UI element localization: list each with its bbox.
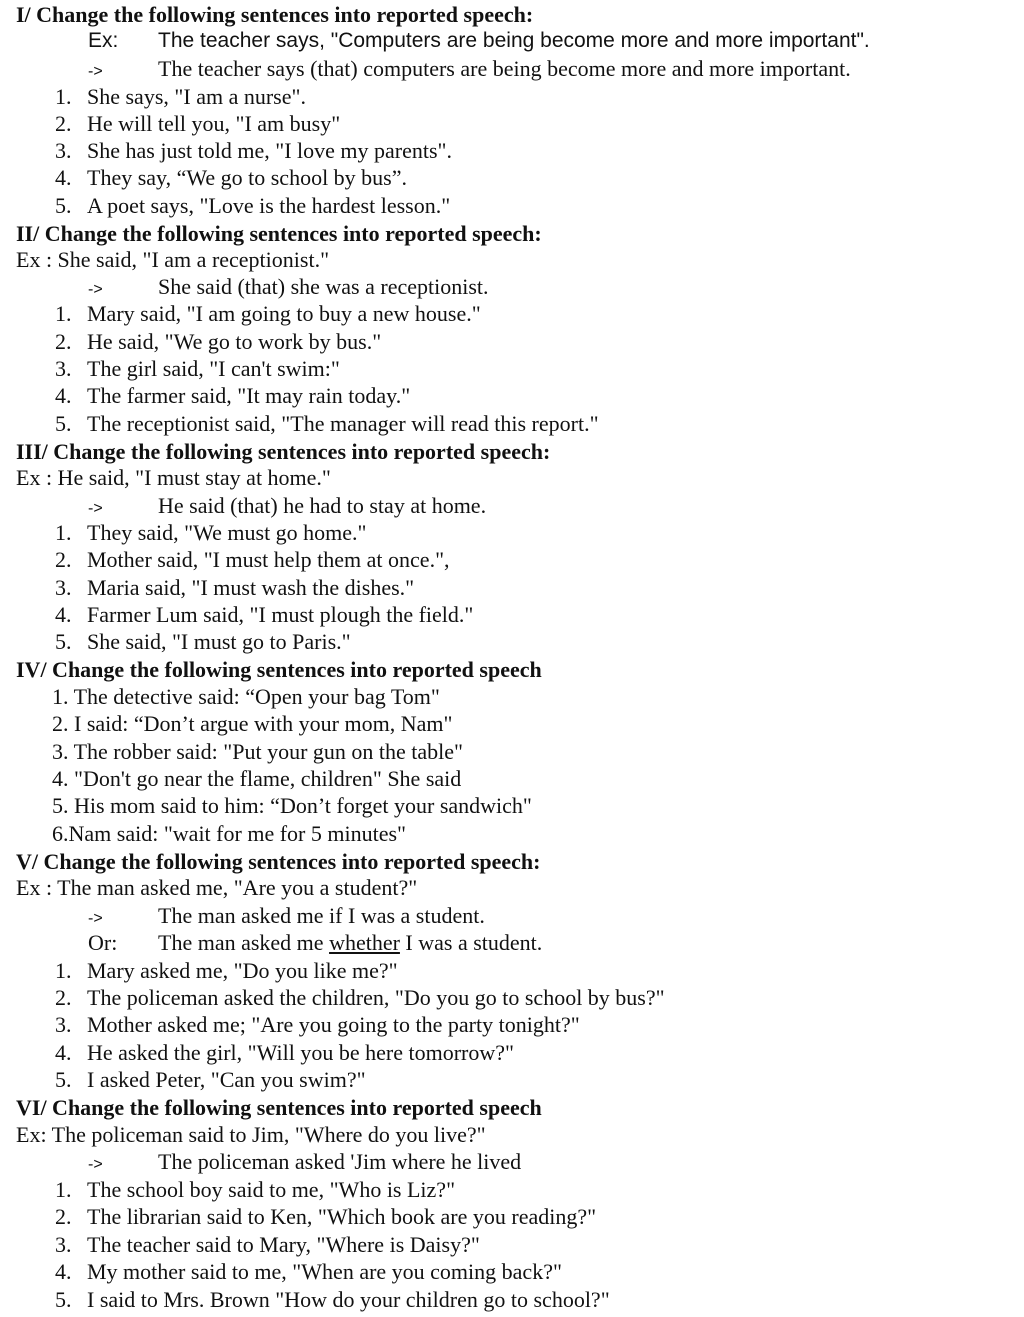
list-item: [55, 574, 414, 601]
item-text: The school boy said to me, "Who is Liz?": [87, 1177, 456, 1202]
item-text: The farmer said, "It may rain today.": [87, 383, 411, 408]
item-number: 4.: [55, 1259, 72, 1284]
list-item: [55, 328, 381, 355]
example-text: Ex : He said, "I must stay at home.": [16, 465, 331, 490]
item-number: 2.: [55, 985, 72, 1010]
item-number: 2.: [55, 111, 72, 136]
item-number: 3.: [55, 356, 72, 381]
example-answer-line: [88, 902, 485, 929]
arrow-marker: ->: [88, 500, 103, 517]
item-number: 3.: [55, 138, 72, 163]
item-text: The receptionist said, "The manager will read this report.": [87, 411, 599, 436]
item-number: 4.: [55, 383, 72, 408]
example-text: Ex : She said, "I am a receptionist.": [16, 247, 330, 272]
item-text: Mary asked me, "Do you like me?": [87, 958, 398, 983]
section-heading: III/ Change the following sentences into reported speech:: [16, 439, 551, 464]
list-item: 3. The robber said: "Put your gun on the table": [52, 739, 464, 764]
example-line: [88, 27, 870, 54]
example-answer-line: [88, 55, 851, 82]
list-item: [55, 601, 473, 628]
list-item: [55, 1258, 562, 1285]
item-text: A poet says, "Love is the hardest lesson.": [87, 193, 451, 218]
arrow-marker: ->: [88, 1156, 103, 1173]
list-item: 1. The detective said: “Open your bag Tom": [52, 684, 440, 709]
item-number: 3.: [55, 1012, 72, 1037]
item-text: He asked the girl, "Will you be here tomorrow?": [87, 1040, 515, 1065]
list-item: [55, 1066, 366, 1093]
list-item: [55, 957, 398, 984]
item-text: The girl said, "I can't swim:": [87, 356, 340, 381]
list-item: [55, 628, 351, 655]
list-item: [55, 1203, 596, 1230]
item-text: My mother said to me, "When are you coming back?": [87, 1259, 562, 1284]
example-answer-line: [88, 492, 486, 519]
list-item: 2. I said: “Don’t argue with your mom, Nam": [52, 711, 453, 736]
item-text: The librarian said to Ken, "Which book are you reading?": [87, 1204, 597, 1229]
example-answer-line: [88, 1148, 521, 1175]
example-label: Ex:: [88, 29, 119, 52]
example-text: The teacher says, "Computers are being become more and more important".: [158, 29, 870, 52]
list-item: [55, 300, 481, 327]
section-heading: VI/ Change the following sentences into reported speech: [16, 1095, 542, 1120]
item-number: 1.: [55, 301, 72, 326]
item-number: 2.: [55, 1204, 72, 1229]
item-text: She said, "I must go to Paris.": [87, 629, 351, 654]
item-text: She has just told me, "I love my parents".: [87, 138, 453, 163]
section-heading: II/ Change the following sentences into reported speech:: [16, 221, 542, 246]
item-number: 4.: [55, 165, 72, 190]
example-answer: The policeman asked 'Jim where he lived: [158, 1149, 522, 1174]
list-item: [55, 1231, 480, 1258]
example-answer: The man asked me if I was a student.: [158, 903, 485, 928]
example-answer: The teacher says (that) computers are being become more and more important.: [158, 56, 851, 81]
item-number: 5.: [55, 1287, 72, 1312]
arrow-marker: ->: [88, 910, 103, 927]
section-heading: IV/ Change the following sentences into reported speech: [16, 657, 542, 682]
example-text: Ex : The man asked me, "Are you a student?": [16, 875, 418, 900]
list-item: [55, 164, 407, 191]
list-item: [55, 137, 452, 164]
list-item: [55, 546, 450, 573]
item-text: I asked Peter, "Can you swim?": [87, 1067, 366, 1092]
item-number: 2.: [55, 547, 72, 572]
item-text: She says, "I am a nurse".: [87, 84, 306, 109]
list-item: [55, 984, 665, 1011]
item-number: 1.: [55, 520, 72, 545]
or-text-after: I was a student.: [399, 930, 543, 955]
item-number: 5.: [55, 193, 72, 218]
item-text: I said to Mrs. Brown "How do your children go to school?": [87, 1287, 610, 1312]
item-number: 5.: [55, 629, 72, 654]
item-number: 3.: [55, 575, 72, 600]
item-text: Mother said, "I must help them at once.",: [87, 547, 450, 572]
list-item: [55, 1286, 610, 1313]
example-text: Ex: The policeman said to Jim, "Where do you live?": [16, 1122, 486, 1147]
list-item: 6.Nam said: "wait for me for 5 minutes": [52, 821, 406, 846]
underlined-word: whether: [329, 930, 400, 955]
list-item: [55, 410, 599, 437]
or-text-before: The man asked me: [158, 930, 330, 955]
list-item: [55, 355, 340, 382]
item-number: 1.: [55, 84, 72, 109]
item-text: The policeman asked the children, "Do you go to school by bus?": [87, 985, 665, 1010]
item-number: 2.: [55, 329, 72, 354]
item-number: 5.: [55, 411, 72, 436]
arrow-marker: ->: [88, 281, 103, 298]
item-number: 3.: [55, 1232, 72, 1257]
item-number: 4.: [55, 602, 72, 627]
item-number: 5.: [55, 1067, 72, 1092]
list-item: [55, 1011, 580, 1038]
list-item: [55, 519, 367, 546]
item-text: The teacher said to Mary, "Where is Daisy?": [87, 1232, 480, 1257]
or-label: Or:: [88, 930, 118, 955]
example-answer: She said (that) she was a receptionist.: [158, 274, 489, 299]
section-heading: V/ Change the following sentences into reported speech:: [16, 849, 541, 874]
list-item: [55, 110, 340, 137]
example-answer: He said (that) he had to stay at home.: [158, 493, 487, 518]
list-item: 4. "Don't go near the flame, children" She said: [52, 766, 462, 791]
list-item: [55, 382, 410, 409]
item-text: Maria said, "I must wash the dishes.": [87, 575, 415, 600]
list-item: [55, 1039, 514, 1066]
item-text: He said, "We go to work by bus.": [87, 329, 382, 354]
item-text: They say, “We go to school by bus”.: [87, 165, 408, 190]
item-text: He will tell you, "I am busy": [87, 111, 341, 136]
list-item: [55, 1176, 455, 1203]
item-text: Mother asked me; "Are you going to the party tonight?": [87, 1012, 580, 1037]
list-item: [55, 192, 450, 219]
item-text: Farmer Lum said, "I must plough the field.": [87, 602, 474, 627]
section-heading: I/ Change the following sentences into reported speech:: [16, 2, 534, 27]
item-text: Mary said, "I am going to buy a new house.": [87, 301, 481, 326]
list-item: 5. His mom said to him: “Don’t forget your sandwich": [52, 793, 532, 818]
item-number: 4.: [55, 1040, 72, 1065]
item-number: 1.: [55, 1177, 72, 1202]
example-answer-line: [88, 273, 489, 300]
list-item: [55, 83, 306, 110]
item-number: 1.: [55, 958, 72, 983]
item-text: They said, "We must go home.": [87, 520, 367, 545]
example-or-line: [88, 929, 542, 956]
arrow-marker: ->: [88, 63, 103, 80]
